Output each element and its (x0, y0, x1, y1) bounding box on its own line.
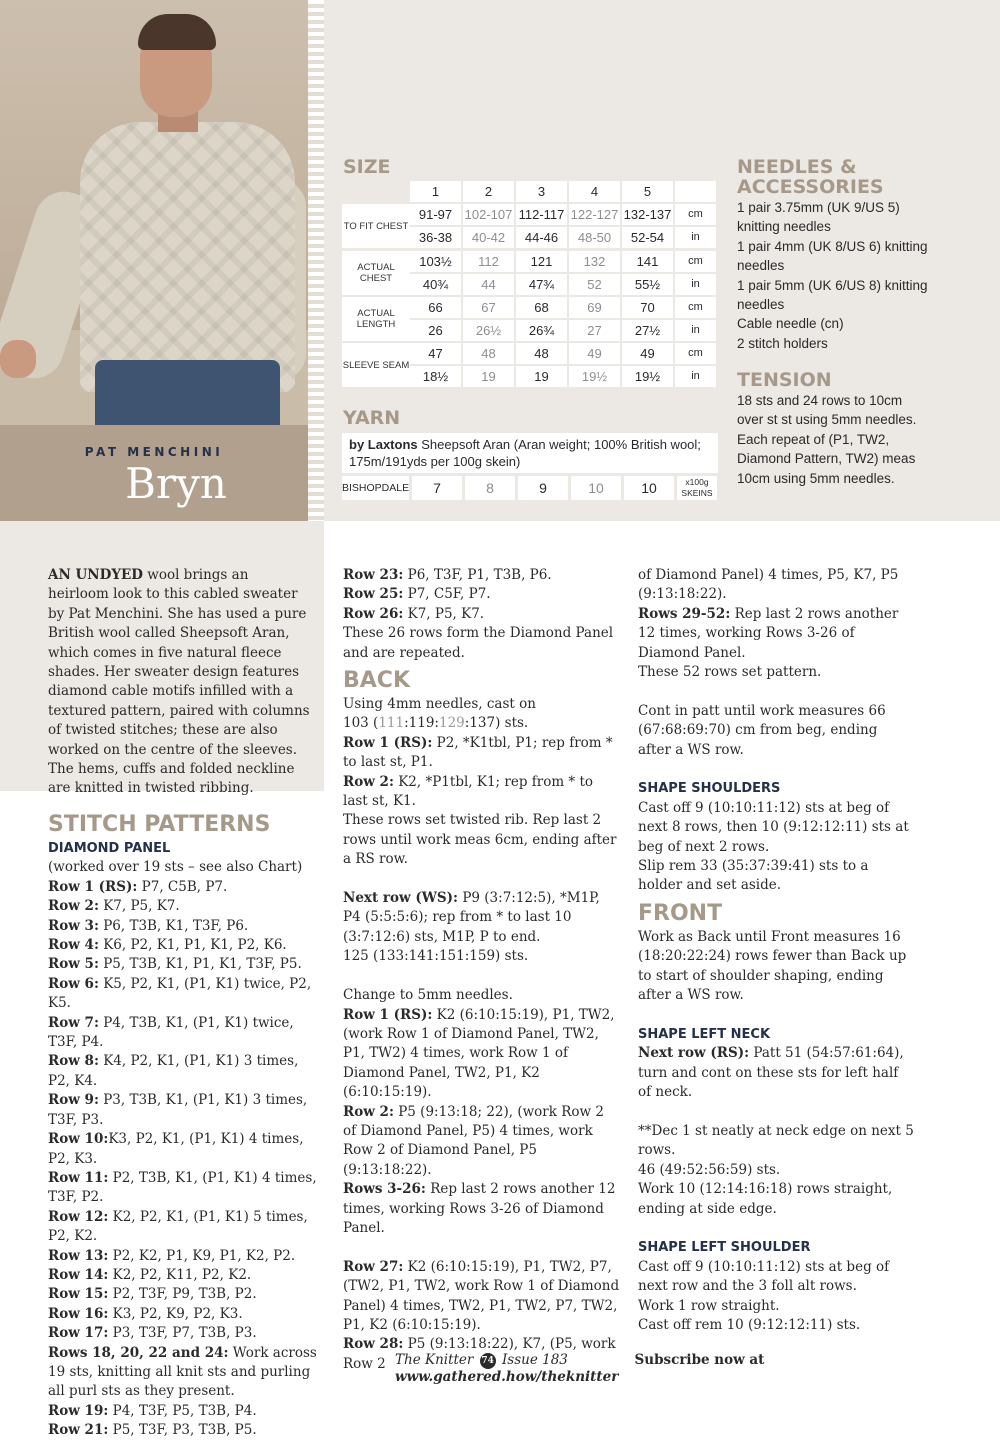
pattern-row: Next row (WS): P9 (3:7:12:5), *M1P, P4 (5:5:5:6); rep from * to last 10 (3:7:12:6) sts, M1P, P to end. (343, 890, 600, 945)
table-cell: 121 (516, 251, 569, 272)
table-row (410, 297, 718, 320)
table-row (410, 320, 718, 343)
title-box (0, 425, 308, 521)
table-cell: 36-38 (410, 227, 463, 248)
pattern-row: Row 7: P4, T3B, K1, (P1, K1) twice, T3F, P4. (48, 1014, 294, 1051)
work-text: Work 10 (12:14:16:18) rows straight, ending at side edge. (638, 1181, 893, 1217)
shape-shoulders-heading: SHAPE SHOULDERS (638, 781, 781, 797)
shoulders-text: Cast off 9 (10:10:11:12) sts at beg of next 8 rows, then 10 (9:12:12:11) sts at beg of next 2 rows. (638, 799, 909, 855)
stitch-patterns-column (48, 807, 318, 1441)
needles-list (737, 198, 937, 353)
back-column (343, 566, 621, 1374)
page-number: 74 (480, 1353, 496, 1369)
size-label: 4 (569, 181, 622, 202)
set-text: These 52 rows set pattern. (638, 664, 822, 681)
table-cell: 19 (516, 366, 569, 387)
table-cell: 27½ (622, 320, 675, 341)
unit-cell (675, 181, 718, 202)
pattern-row: Row 5: P5, T3B, K1, P1, K1, T3F, P5. (48, 956, 302, 973)
pattern-row: Row 14: K2, P2, K11, P2, K2. (48, 1266, 252, 1283)
diamond-panel-heading: DIAMOND PANEL (48, 841, 171, 856)
intro-body: wool brings an heirloom look to this cabled sweater by Pat Menchini. She has used a pure British wool called Sheepsoft Aran, which comes in five natural fleece shades. Her sweater design features diamond cable motifs infilled with a textured pattern, paired with columns of twisted stitches; these are also worked on the centre of the sleeves. The hems, cuffs and folded neckline are knitted in twisted ribbing. (48, 567, 310, 797)
table-cell: 91-97 (410, 204, 463, 225)
yarn-shade: BISHOPDALE (342, 476, 409, 500)
shape-left-neck-heading: SHAPE LEFT NECK (638, 1026, 771, 1042)
pattern-row: Next row (RS): Patt 51 (54:57:61:64), turn and cont on these sts for left half of neck. (638, 1045, 904, 1101)
table-cell: 49 (569, 343, 622, 364)
unit-cell: cm (675, 297, 718, 318)
table-cell: 27 (569, 320, 622, 341)
table-cell: 122-127 (569, 204, 622, 225)
pattern-row: Row 17: P3, T3F, P7, T3B, P3. (48, 1325, 257, 1342)
size-label: 5 (622, 181, 675, 202)
table-cell: 47 (410, 343, 463, 364)
pattern-row: Row 26: K7, P5, K7. (343, 605, 485, 622)
pattern-row: Row 1 (RS): K2 (6:10:15:19), P1, TW2, (work Row 1 of Diamond Panel, TW2, P1, TW2) 4 times, work Row 1 of Diamond Panel, TW2, P1, K2 (6:10:15:19). (343, 1006, 615, 1101)
pattern-row: Row 28: P5 (9:13:18:22), K7, (P5, work Row 2 (343, 1336, 616, 1372)
needles-item: 1 pair 5mm (UK 6/US 8) knitting needles (737, 277, 928, 313)
needles-item: 1 pair 3.75mm (UK 9/US 5) knitting needles (737, 200, 900, 235)
yarn-description (342, 433, 718, 473)
group-label: ACTUAL LENGTH (342, 297, 410, 341)
table-cell: 44-46 (516, 227, 569, 248)
table-cell: 49 (622, 343, 675, 364)
table-cell: 66 (410, 297, 463, 318)
continued-text: of Diamond Panel) 4 times, P5, K7, P5 (9:13:18:22). (638, 567, 899, 603)
designer-name: PAT MENCHINI (84, 445, 224, 459)
table-cell: 19½ (622, 366, 675, 387)
size-label: 1 (410, 181, 463, 202)
pattern-row: Row 12: K2, P2, K1, (P1, K1) 5 times, P2, K2. (48, 1208, 308, 1245)
table-row (410, 227, 718, 250)
table-cell: 103½ (410, 251, 463, 272)
yarn-text: Sheepsoft Aran (Aran weight; 100% British wool; 175m/191yds per 100g skein) (349, 437, 701, 469)
left-shoulder-text: Cast off 9 (10:10:11:12) sts at beg of next row and the 3 foll alt rows. (638, 1258, 890, 1295)
table-cell: 141 (622, 251, 675, 272)
table-cell: 19 (463, 366, 516, 387)
table-cell: 44 (463, 274, 516, 295)
table-cell: 70 (622, 297, 675, 318)
yarn-quantity-row (342, 476, 720, 500)
pattern-row: Row 8: K4, P2, K1, (P1, K1) 3 times, P2, K4. (48, 1053, 299, 1089)
unit-cell: in (675, 274, 718, 295)
pattern-row: Rows 29-52: Rep last 2 rows another 12 times, working Rows 3-26 of Diamond Panel. (638, 605, 899, 661)
unit-cell: cm (675, 204, 718, 225)
pattern-row: Row 21: P5, T3F, P3, T3B, P5. (48, 1422, 257, 1439)
pattern-row: Row 13: P2, K2, P1, K9, P1, K2, P2. (48, 1247, 296, 1264)
yarn-heading: YARN (343, 407, 401, 429)
yarn-qty: 10 (624, 476, 674, 500)
pattern-row: Row 19: P4, T3F, P5, T3B, P4. (48, 1402, 257, 1419)
front-heading: FRONT (638, 900, 723, 926)
table-cell: 26½ (463, 320, 516, 341)
table-cell: 55½ (622, 274, 675, 295)
back-heading: BACK (343, 668, 410, 694)
table-cell: 112 (463, 251, 516, 272)
pattern-row: Rows 18, 20, 22 and 24: Work across 19 sts, knitting all knit sts and purling all purl sts as they present. (48, 1344, 317, 1400)
needles-item: 2 stitch holders (737, 335, 828, 351)
table-cell: 132 (569, 251, 622, 272)
table-row (410, 251, 718, 274)
table-cell: 52 (569, 274, 622, 295)
needles-item: 1 pair 4mm (UK 8/US 6) knitting needles (737, 238, 928, 274)
needles-item: Cable needle (cn) (737, 316, 844, 332)
table-cell: 26 (410, 320, 463, 341)
unit-cell: cm (675, 343, 718, 364)
table-cell: 52-54 (622, 227, 675, 248)
unit-cell: in (675, 227, 718, 248)
stitched-edge-decoration (308, 0, 324, 521)
tension-heading: TENSION (737, 369, 832, 391)
pattern-row: Row 2: K7, P5, K7. (48, 898, 180, 915)
table-cell: 67 (463, 297, 516, 318)
yarn-unit: x100g SKEINS (677, 476, 717, 500)
table-cell: 48-50 (569, 227, 622, 248)
slip-text: Slip rem 33 (35:37:39:41) sts to a holder and set aside. (638, 858, 869, 894)
table-cell: 19½ (569, 366, 622, 387)
table-cell: 112-117 (516, 204, 569, 225)
table-cell: 48 (516, 343, 569, 364)
yarn-qty: 8 (465, 476, 515, 500)
table-cell: 132-137 (622, 204, 675, 225)
pattern-row: Row 2: P5 (9:13:18; 22), (work Row 2 of Diamond Panel, P5) 4 times, work Row 2 of Diamond Panel, P5 (9:13:18:22). (343, 1103, 604, 1178)
table-cell: 26¾ (516, 320, 569, 341)
size-label: 3 (516, 181, 569, 202)
group-label: SLEEVE SEAM (342, 343, 410, 387)
subscribe-text: Subscribe now at (634, 1352, 765, 1368)
pattern-row: Row 10:K3, P2, K1, (P1, K1) 4 times, P2, K3. (48, 1131, 304, 1167)
unit-cell: in (675, 320, 718, 341)
dec-text: **Dec 1 st neatly at neck edge on next 5 rows. (638, 1122, 914, 1159)
size-header-row (410, 181, 718, 204)
subscribe-link[interactable]: www.gathered.how/theknitter (395, 1368, 619, 1385)
table-row (410, 366, 718, 389)
front-text: Work as Back until Front measures 16 (18:20:22:24) rows fewer than Back up to start of shoulder shaping, ending after a WS row. (638, 928, 907, 1004)
page-footer (395, 1352, 915, 1385)
intro-lead: AN UNDYED (48, 567, 143, 583)
needles-heading: NEEDLES & ACCESSORIES (737, 156, 884, 198)
table-cell: 40-42 (463, 227, 516, 248)
pattern-row: Row 3: P6, T3B, K1, T3F, P6. (48, 917, 249, 934)
pattern-row: Row 2: K2, *P1tbl, K1; rep from * to last st, K1. (343, 773, 594, 810)
pattern-row: Row 27: K2 (6:10:15:19), P1, TW2, P7, (TW2, P1, TW2, work Row 1 of Diamond Panel) 4 times, TW2, P1, TW2, P7, TW2, P1, K2 (6:10:15:19). (343, 1258, 620, 1333)
stitch-patterns-heading: STITCH PATTERNS (48, 812, 271, 837)
yarn-qty: 7 (412, 476, 462, 500)
pattern-row: Row 9: P3, T3B, K1, (P1, K1) 3 times, T3F, P3. (48, 1092, 308, 1128)
work1-text: Work 1 row straight. (638, 1297, 780, 1314)
panel-repeat-note: These 26 rows form the Diamond Panel and are repeated. (343, 625, 614, 661)
cast-on-counts: 103 (111:119:129:137) sts. (343, 715, 529, 732)
pattern-row: Row 11: P2, T3B, K1, (P1, K1) 4 times, T3F, P2. (48, 1169, 317, 1206)
pattern-row: Row 23: P6, T3F, P1, T3B, P6. (343, 567, 552, 583)
pattern-title: Bryn (125, 459, 227, 508)
size-label: 2 (463, 181, 516, 202)
castoff-text: Cast off rem 10 (9:12:12:11) sts. (638, 1316, 861, 1333)
tension-text: 18 sts and 24 rows to 10cm over st st using 5mm needles. Each repeat of (P1, TW2, Diamond Pattern, TW2) meas 10cm using 5mm needles. (737, 393, 917, 486)
issue-number: Issue 183 (501, 1352, 568, 1368)
pattern-row: Row 16: K3, P2, K9, P2, K3. (48, 1305, 243, 1322)
pattern-row: Row 1 (RS): P2, *K1tbl, P1; rep from * to last st, P1. (343, 734, 613, 771)
table-cell: 48 (463, 343, 516, 364)
table-cell: 40¾ (410, 274, 463, 295)
cont-text: Cont in patt until work measures 66 (67:68:69:70) cm from beg, ending after a WS row. (638, 702, 886, 758)
model-photo (0, 0, 308, 425)
unit-cell: cm (675, 251, 718, 272)
pattern-row: Row 15: P2, T3F, P9, T3B, P2. (48, 1286, 257, 1303)
table-cell: 69 (569, 297, 622, 318)
intro-text (48, 566, 310, 799)
change-needles-text: Change to 5mm needles. (343, 987, 513, 1004)
dec-total: 46 (49:52:56:59) sts. (638, 1161, 781, 1178)
group-label: ACTUAL CHEST (342, 251, 410, 295)
shape-left-shoulder-heading: SHAPE LEFT SHOULDER (638, 1240, 811, 1256)
yarn-brand: by Laxtons (349, 437, 418, 452)
pattern-row: Row 1 (RS): P7, C5B, P7. (48, 878, 228, 895)
table-row (410, 204, 718, 227)
size-heading: SIZE (343, 156, 391, 178)
table-row (410, 343, 718, 366)
stitch-total: 125 (133:141:151:159) sts. (343, 948, 529, 965)
panel-note: (worked over 19 sts – see also Chart) (48, 859, 303, 876)
table-cell: 47¾ (516, 274, 569, 295)
pattern-row: Row 6: K5, P2, K1, (P1, K1) twice, P2, K5. (48, 975, 312, 1012)
pattern-row: Rows 3-26: Rep last 2 rows another 12 times, working Rows 3-26 of Diamond Panel. (343, 1181, 616, 1236)
table-cell: 68 (516, 297, 569, 318)
group-label: TO FIT CHEST (342, 204, 410, 248)
unit-cell: in (675, 366, 718, 387)
table-cell: 18½ (410, 366, 463, 387)
yarn-qty: 10 (571, 476, 621, 500)
rib-text: These rows set twisted rib. Rep last 2 rows until work meas 6cm, ending after a RS row. (343, 812, 617, 868)
yarn-qty: 9 (518, 476, 568, 500)
pattern-row: Row 4: K6, P2, K1, P1, K1, P2, K6. (48, 937, 287, 954)
magazine-name: The Knitter (395, 1352, 474, 1368)
table-row (410, 274, 718, 297)
table-cell: 102-107 (463, 204, 516, 225)
pattern-row: Row 25: P7, C5F, P7. (343, 586, 491, 603)
cast-on-text: Using 4mm needles, cast on (343, 696, 536, 713)
front-column (638, 566, 914, 1335)
